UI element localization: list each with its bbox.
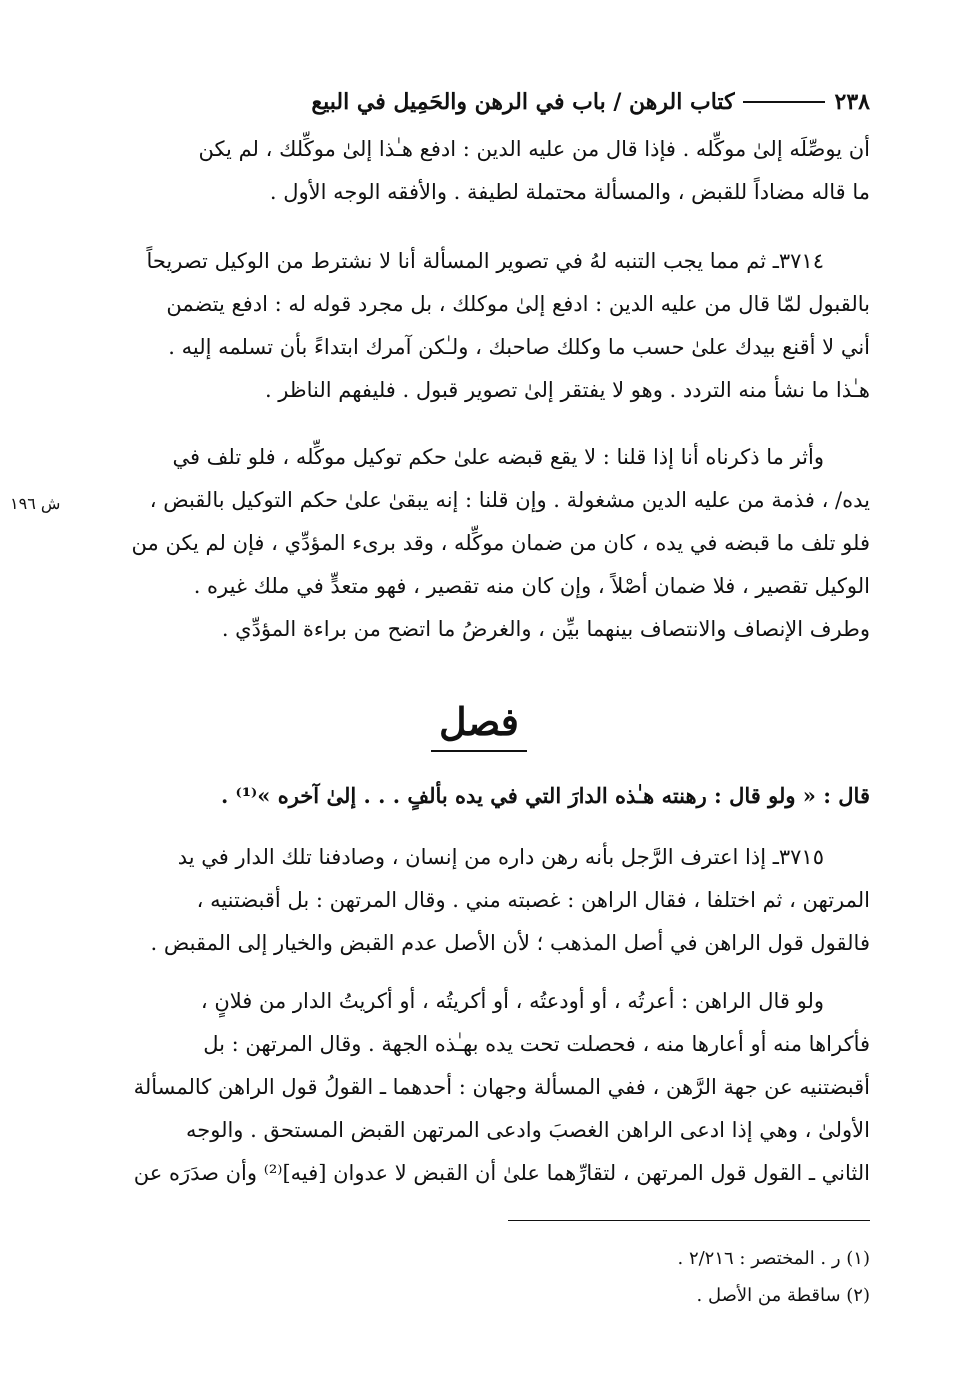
header-rule <box>743 101 825 103</box>
quoted-text <box>92 774 870 817</box>
text-line: بالقبول لمّا قال من عليه الدين : ادفع إلىٰ موكلك ، بل مجرد قوله له : ادفع يتضمن <box>166 292 870 316</box>
footnotes <box>92 1240 870 1314</box>
text-line: الوكيل تقصير ، فلا ضمان أصْلاً ، وإن كان منه تقصير ، فهو متعدٍّ في ملك غيره . <box>193 574 870 598</box>
paragraph-3715 <box>92 836 870 965</box>
paragraph-continuation <box>92 128 870 214</box>
text-line: المرتهن ، ثم اختلفا ، فقال الراهن : غصبته مني . وقال المرتهن : بل أقبضتنيه ، <box>196 888 870 912</box>
text-line: ولو قال الراهن : أعرتُه ، أو أودعتُه ، أو أكريتُه ، أو أكريتُ الدار من فلانٍ ، <box>200 989 824 1013</box>
quote-line: قال : « ولو قال : رهنته هـٰذه الدارَ التي في يده بألفٍ . . . إلىٰ آخره »⁽¹⁾ . <box>220 783 870 808</box>
text-line: وطرف الإنصاف والانتصاف بينهما بيِّن ، والغرضُ ما اتضح من براءة المؤدِّي . <box>221 617 870 641</box>
text-line: الأولىٰ ، وهي إذا ادعى الراهن الغصبَ وادعى المرتهن القبض المستحق . والوجه <box>185 1118 870 1142</box>
text-line: ما قاله مضاداً للقبض ، والمسألة محتملة لطيفة . والأفقه الوجه الأول . <box>269 180 870 204</box>
paragraph-dispute <box>92 980 870 1195</box>
footnote: (١) ر . المختصر : ٢/٢١٦ . <box>677 1248 870 1269</box>
text-line: وأثر ما ذكرناه أنا إذا قلنا : لا يقع قبضه علىٰ حكم توكيل موكِّله ، فلو تلف في <box>172 445 824 469</box>
paragraph-3714 <box>92 240 870 412</box>
manuscript-folio-note: ش ١٩٦ <box>10 494 61 513</box>
footnote-rule <box>508 1220 870 1221</box>
text-line: أقبضتنيه عن جهة الرَّهن ، ففي المسألة وجهان : أحدهما ـ القولُ قول الراهن كالمسألة <box>133 1075 870 1099</box>
footnote: (٢) ساقطة من الأصل . <box>696 1285 870 1306</box>
paragraph-consequence <box>92 436 870 651</box>
text-line: فالقول قول الراهن في أصل المذهب ؛ لأن الأصل عدم القبض والخيار إلى المقبض . <box>150 931 870 955</box>
running-header <box>92 82 870 122</box>
header-title: كتاب الرهن / باب في الرهن والحَمِيل في البيع <box>311 89 735 115</box>
text-line: هـٰذا ما نشأ منه التردد . وهو لا يفتقر إلىٰ تصوير قبول . فليفهم الناظر . <box>264 378 870 402</box>
section-ornament <box>0 694 958 752</box>
text-line: فلو تلف ما قبضه في يده ، كان من ضمان موكِّله ، وقد برىء المؤدِّي ، فإن لم يكن من <box>131 531 870 555</box>
text-line: فأكراها منه أو أعارها منه ، فحصلت تحت يده بهـٰذه الجهة . وقال المرتهن : بل <box>203 1032 870 1056</box>
page-number: ٢٣٨ <box>834 89 870 115</box>
text-line: ٣٧١٤ـ ثم مما يجب التنبه لهُ في تصوير المسألة أنا لا نشترط من الوكيل تصريحاً <box>146 249 824 273</box>
text-line: الثاني ـ القول قول المرتهن ، لتقارِّهما علىٰ أن القبض لا عدوان [فيه]⁽²⁾ وأن صدَرَه عن <box>133 1161 870 1185</box>
text-line: ٣٧١٥ـ إذا اعترف الرَّجل بأنه رهن داره من إنسان ، وصادفنا تلك الدار في يد <box>177 845 824 869</box>
text-line: أني لا أقنع بيدك علىٰ حسب ما وكلك صاحبك ، ولـٰكن آمرك ابتداءً بأن تسلمه إليه . <box>168 335 870 359</box>
text-line: أن يوصِّلَه إلىٰ موكِّله . فإذا قال من عليه الدين : ادفع هـٰذا إلىٰ موكِّلك ، لم يكن <box>198 137 870 161</box>
section-heading: فصل <box>431 694 527 752</box>
text-line: يده/ ، فذمة من عليه الدين مشغولة . وإن قلنا : إنه يبقىٰ علىٰ حكم التوكيل بالقبض ، <box>149 488 870 512</box>
